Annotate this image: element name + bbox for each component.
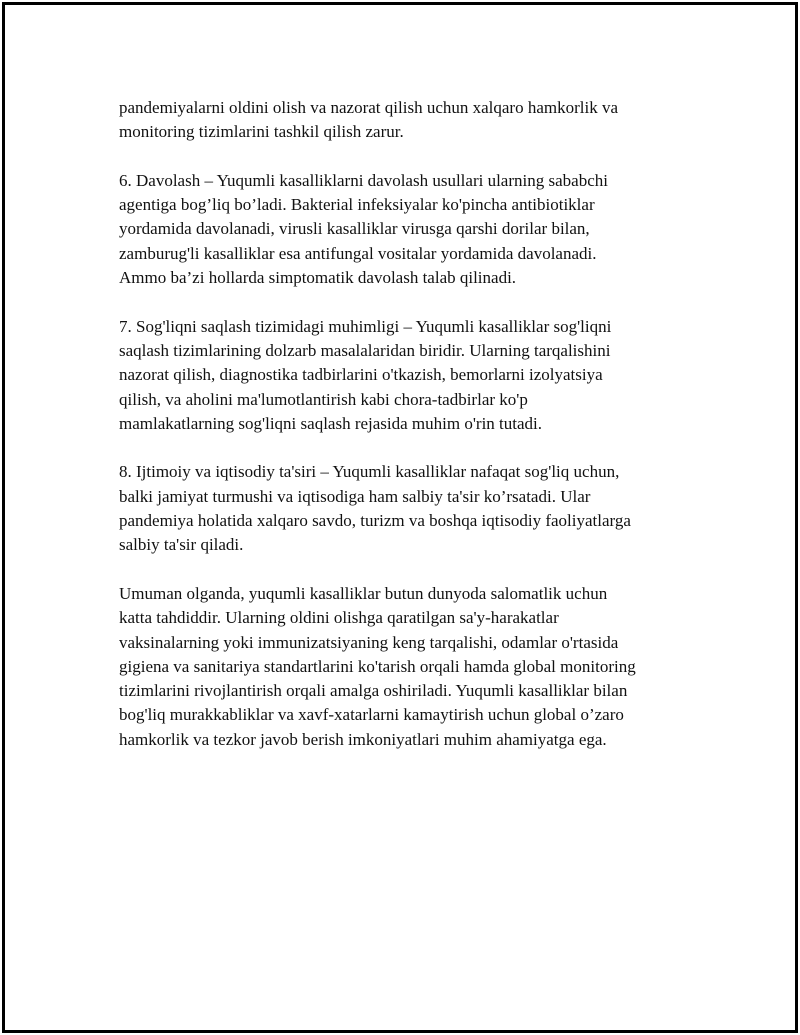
- text-line: vaksinalarning yoki immunizatsiyaning keng tarqalishi, odamlar o'rtasida: [119, 632, 619, 652]
- document-body: [119, 96, 689, 776]
- text-line: gigiena va sanitariya standartlarini ko'tarish orqali hamda global monitoring: [119, 656, 636, 676]
- text-line: hamkorlik va tezkor javob berish imkoniyatlari muhim ahamiyatga ega.: [119, 729, 607, 749]
- paragraph-intro-continuation: [119, 96, 689, 145]
- text-line: zamburug'li kasalliklar esa antifungal vositalar yordamida davolanadi.: [119, 243, 597, 263]
- text-line: nazorat qilish, diagnostika tadbirlarini o'tkazish, bemorlarni izolyatsiya: [119, 365, 603, 385]
- text-line: 6. Davolash – Yuqumli kasalliklarni davolash usullari ularning sababchi: [119, 170, 608, 190]
- text-line: 7. Sog'liqni saqlash tizimidagi muhimligi – Yuqumli kasalliklar sog'liqni: [119, 316, 612, 336]
- text-line: saqlash tizimlarining dolzarb masalalaridan biridir. Ularning tarqalishini: [119, 340, 611, 360]
- text-line: balki jamiyat turmushi va iqtisodiga ham salbiy ta'sir ko’rsatadi. Ular: [119, 486, 591, 506]
- text-line: yordamida davolanadi, virusli kasalliklar virusga qarshi dorilar bilan,: [119, 219, 590, 239]
- text-line: Ammo ba’zi hollarda simptomatik davolash talab qilinadi.: [119, 268, 517, 288]
- paragraph-treatment: [119, 169, 689, 290]
- text-line: bog'liq murakkabliklar va xavf-xatarlarni kamaytirish uchun global o’zaro: [119, 705, 624, 725]
- text-line: pandemiyalarni oldini olish va nazorat qilish uchun xalqaro hamkorlik va: [119, 98, 619, 117]
- text-line: monitoring tizimlarini tashkil qilish zarur.: [119, 122, 404, 142]
- text-line: salbiy ta'sir qiladi.: [119, 535, 244, 555]
- text-line: mamlakatlarning sog'liqni saqlash rejasida muhim o'rin tutadi.: [119, 413, 543, 433]
- document-page: [2, 2, 798, 1033]
- text-line: katta tahdiddir. Ularning oldini olishga qaratilgan sa'y-harakatlar: [119, 608, 559, 628]
- text-line: Umuman olganda, yuqumli kasalliklar butun dunyoda salomatlik uchun: [119, 583, 608, 603]
- text-line: tizimlarini rivojlantirish orqali amalga oshiriladi. Yuqumli kasalliklar bilan: [119, 681, 628, 701]
- text-line: 8. Ijtimoiy va iqtisodiy ta'siri – Yuqumli kasalliklar nafaqat sog'liq uchun,: [119, 462, 620, 482]
- text-line: pandemiya holatida xalqaro savdo, turizm va boshqa iqtisodiy faoliyatlarga: [119, 511, 631, 531]
- text-line: qilish, va aholini ma'lumotlantirish kabi chora-tadbirlar ko'p: [119, 389, 528, 409]
- paragraph-health-system: [119, 315, 689, 436]
- text-line: agentiga bog’liq bo’ladi. Bakterial infeksiyalar ko'pincha antibiotiklar: [119, 195, 595, 215]
- paragraph-conclusion: [119, 582, 689, 752]
- paragraph-socioeconomic: [119, 460, 689, 557]
